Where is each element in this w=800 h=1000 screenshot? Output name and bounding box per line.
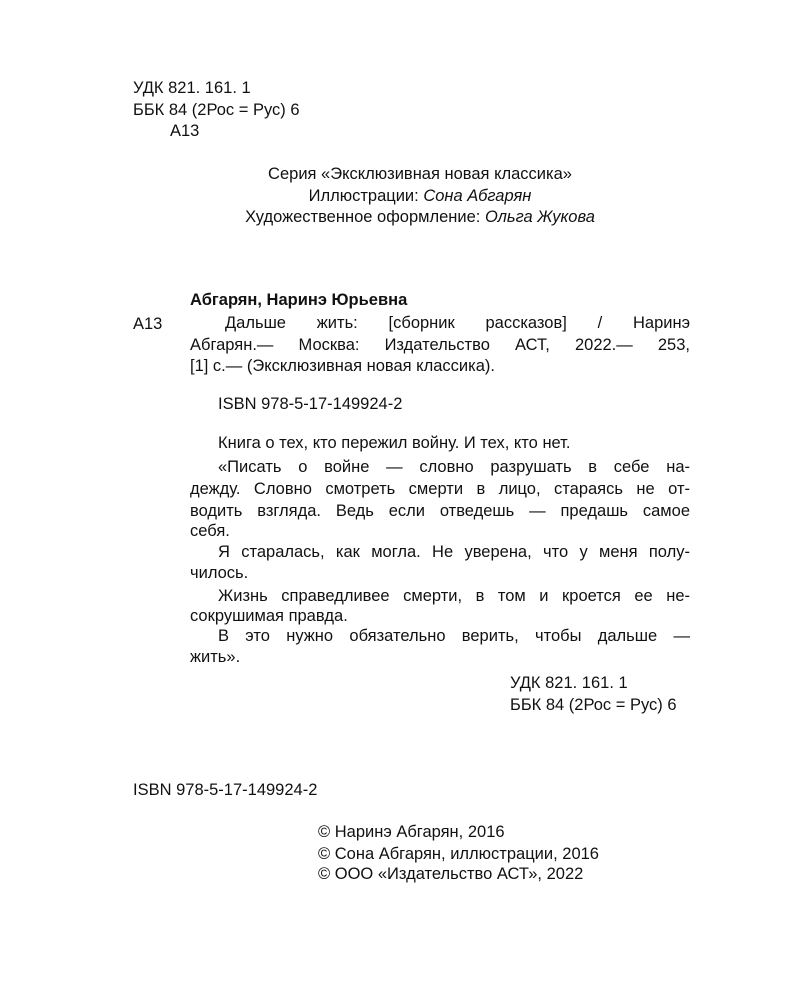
card-udk: УДК 821. 161. 1	[510, 674, 628, 692]
annotation-line: Я старалась, как могла. Не уверена, что у меня полу-	[218, 543, 690, 561]
designer-name: Ольга Жукова	[484, 208, 595, 226]
illustrations-label: Иллюстрации:	[308, 187, 424, 205]
author-mark: А13	[170, 122, 200, 140]
isbn: ISBN 978-5-17-149924-2	[218, 395, 403, 413]
annotation-line: жить».	[190, 648, 241, 666]
illustrations-line	[120, 186, 720, 206]
design-line	[120, 207, 720, 227]
annotation-line: сокрушимая правда.	[190, 607, 348, 625]
description-line: Дальше жить: [сборник рассказов] / Наринэ	[225, 314, 690, 332]
isbn-bottom: ISBN 978-5-17-149924-2	[133, 781, 318, 799]
author-heading: Абгарян, Наринэ Юрьевна	[190, 291, 408, 309]
annotation-line: себя.	[190, 522, 230, 540]
copyright-line: © ООО «Издательство АСТ», 2022	[318, 865, 584, 883]
description-line: [1] с.— (Эксклюзивная новая классика).	[190, 357, 495, 375]
annotation-line: В это нужно обязательно верить, чтобы дальше —	[218, 627, 690, 645]
copyright-line: © Сона Абгарян, иллюстрации, 2016	[318, 845, 599, 863]
annotation-line: Книга о тех, кто пережил войну. И тех, кто нет.	[218, 434, 571, 452]
annotation-line: «Писать о войне — словно разрушать в себе на-	[218, 458, 690, 476]
annotation-line: Жизнь справедливее смерти, в том и кроется ее не-	[218, 587, 690, 605]
card-author-mark: А13	[133, 315, 163, 333]
copyright-line: © Наринэ Абгарян, 2016	[318, 823, 505, 841]
series-line: Серия «Эксклюзивная новая классика»	[268, 165, 572, 183]
illustrator-name: Сона Абгарян	[423, 187, 532, 205]
design-label: Художественное оформление:	[245, 208, 485, 226]
annotation-line: водить взгляда. Ведь если отведешь — предашь самое	[190, 502, 690, 520]
annotation-line: дежду. Словно смотреть смерти в лицо, стараясь не от-	[190, 480, 690, 498]
bbk-code: ББК 84 (2Рос = Рус) 6	[133, 101, 300, 119]
card-bbk: ББК 84 (2Рос = Рус) 6	[510, 696, 677, 714]
udk-code: УДК 821. 161. 1	[133, 79, 251, 97]
description-line: Абгарян.— Москва: Издательство АСТ, 2022.— 253,	[190, 336, 690, 354]
annotation-line: чилось.	[190, 564, 249, 582]
